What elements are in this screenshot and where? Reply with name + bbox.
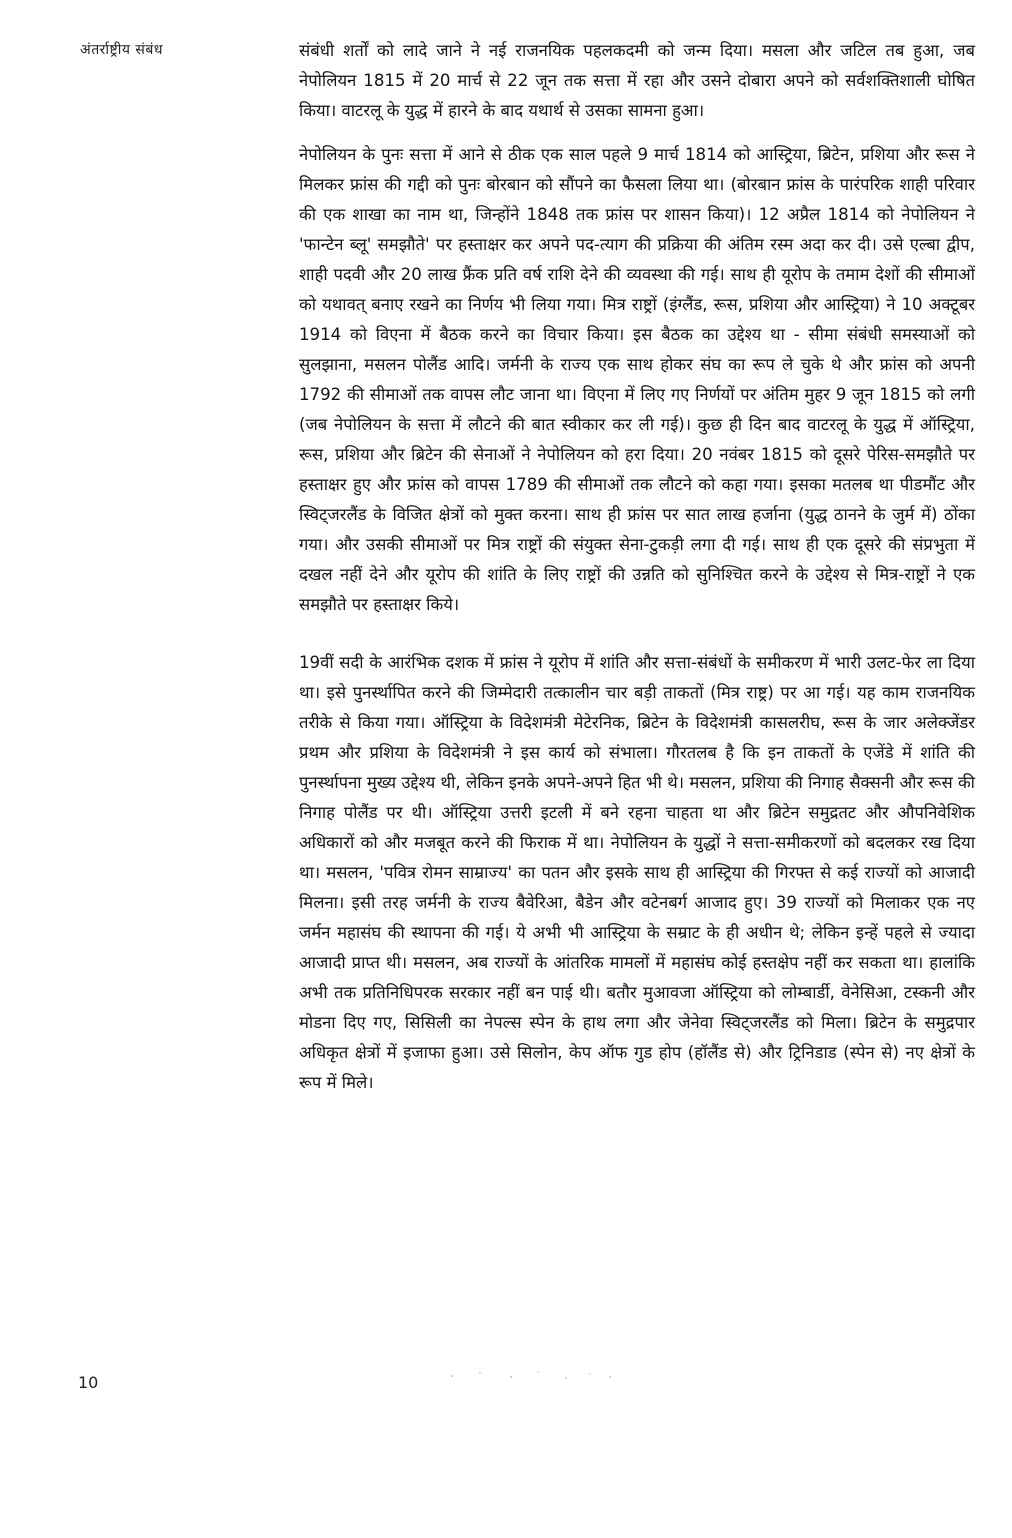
- scan-noise: [440, 1368, 620, 1382]
- page-number: 10: [78, 1373, 99, 1392]
- page-body: [299, 36, 975, 1098]
- paragraph: संबंधी शर्तों को लादे जाने ने नई राजनयिक पहलकदमी को जन्म दिया। मसला और जटिल तब हुआ, जब नेपोलियन 1815 में 20 मार्च से 22 जून तक सत्ता में रहा और उसने दोबारा अपने को सर्वशक्तिशाली घोषित किया। वाटरलू के युद्ध में हारने के बाद यथार्थ से उसका सामना हुआ।: [299, 41, 975, 120]
- paragraph: नेपोलियन के पुनः सत्ता में आने से ठीक एक साल पहले 9 मार्च 1814 को आस्ट्रिया, ब्रिटेन, प्रशिया और रूस ने मिलकर फ्रांस की गद्दी को पुनः बोरबान को सौंपने का फैसला लिया था। (बोरबान फ्रांस के पारंपरिक शाही परिवार की एक शाखा का नाम था, जिन्होंने 1848 तक फ्रांस पर शासन किया)। 12 अप्रैल 1814 को नेपोलियन ने 'फान्टेन ब्लू' समझौते' पर हस्ताक्षर कर अपने पद-त्याग की प्रक्रिया की अंतिम रस्म अदा कर दी। उसे एल्बा द्वीप, शाही पदवी और 20 लाख फ्रैंक प्रति वर्ष राशि देने की व्यवस्था की गई। साथ ही यूरोप के तमाम देशों की सीमाओं को यथावत् बनाए रखने का निर्णय भी लिया गया। मित्र राष्ट्रों (इंग्लैंड, रूस, प्रशिया और आस्ट्रिया) ने 10 अक्टूबर 1914 को विएना में बैठक करने का विचार किया। इस बैठक का उद्देश्य था - सीमा संबंधी समस्याओं को सुलझाना, मसलन पोलैंड आदि। जर्मनी के राज्य एक साथ होकर संघ का रूप ले चुके थे और फ्रांस को अपनी 1792 की सीमाओं तक वापस लौट जाना था। विएना में लिए गए निर्णयों पर अंतिम मुहर 9 जून 1815 को लगी (जब नेपोलियन के सत्ता में लौटने की बात स्वीकार कर ली गई)। कुछ ही दिन बाद वाटरलू के युद्ध में ऑस्ट्रिया, रूस, प्रशिया और ब्रिटेन की सेनाओं ने नेपोलियन को हरा दिया। 20 नवंबर 1815 को दूसरे पेरिस-समझौते पर हस्ताक्षर हुए और फ्रांस को वापस 1789 की सीमाओं तक लौटने को कहा गया। इसका मतलब था पीडमौंट और स्विट्जरलैंड के विजित क्षेत्रों को मुक्त करना। साथ ही फ्रांस पर सात लाख हर्जाना (युद्ध ठानने के जुर्म में) ठोंका गया। और उसकी सीमाओं पर मित्र राष्ट्रों की संयुक्त सेना-टुकड़ी लगा दी गई। साथ ही एक दूसरे की संप्रभुता में दखल नहीं देने और यूरोप की शांति के लिए राष्ट्रों की उन्नति को सुनिश्चित करने के उद्देश्य से मित्र-राष्ट्रों ने एक समझौते पर हस्ताक्षर किये।: [299, 145, 975, 614]
- paragraph: 19वीं सदी के आरंभिक दशक में फ्रांस ने यूरोप में शांति और सत्ता-संबंधों के समीकरण में भारी उलट-फेर ला दिया था। इसे पुनर्स्थापित करने की जिम्मेदारी तत्कालीन चार बड़ी ताकतों (मित्र राष्ट्र) पर आ गई। यह काम राजनयिक तरीके से किया गया। ऑस्ट्रिया के विदेशमंत्री मेटेरनिक, ब्रिटेन के विदेशमंत्री कासलरीघ, रूस के जार अलेक्जेंडर प्रथम और प्रशिया के विदेशमंत्री ने इस कार्य को संभाला। गौरतलब है कि इन ताकतों के एजेंडे में शांति की पुनर्स्थापना मुख्य उद्देश्य थी, लेकिन इनके अपने-अपने हित भी थे। मसलन, प्रशिया की निगाह सैक्सनी और रूस की निगाह पोलैंड पर थी। ऑस्ट्रिया उत्तरी इटली में बने रहना चाहता था और ब्रिटेन समुद्रतट और औपनिवेशिक अधिकारों को और मजबूत करने की फिराक में था। नेपोलियन के युद्धों ने सत्ता-समीकरणों को बदलकर रख दिया था। मसलन, 'पवित्र रोमन साम्राज्य' का पतन और इसके साथ ही आस्ट्रिया की गिरफ्त से कई राज्यों को आजादी मिलना। इसी तरह जर्मनी के राज्य बैवेरिआ, बैडेन और वटेनबर्ग आजाद हुए। 39 राज्यों को मिलाकर एक नए जर्मन महासंघ की स्थापना की गई। ये अभी भी आस्ट्रिया के सम्राट के ही अधीन थे; लेकिन इन्हें पहले से ज्यादा आजादी प्राप्त थी। मसलन, अब राज्यों के आंतरिक मामलों में महासंघ कोई हस्तक्षेप नहीं कर सकता था। हालांकि अभी तक प्रतिनिधिपरक सरकार नहीं बन पाई थी। बतौर मुआवजा ऑस्ट्रिया को लोम्बार्डी, वेनेसिआ, टस्कनी और मोडना दिए गए, सिसिली का नेपल्स स्पेन के हाथ लगा और जेनेवा स्विट्जरलैंड को मिला। ब्रिटेन के समुद्रपार अधिकृत क्षेत्रों में इजाफा हुआ। उसे सिलोन, केप ऑफ गुड होप (हॉलैंड से) और ट्रिनिडाड (स्पेन से) नए क्षेत्रों के रूप में मिले।: [299, 653, 975, 1092]
- section-label: अंतर्राष्ट्रीय संबंध: [80, 42, 163, 58]
